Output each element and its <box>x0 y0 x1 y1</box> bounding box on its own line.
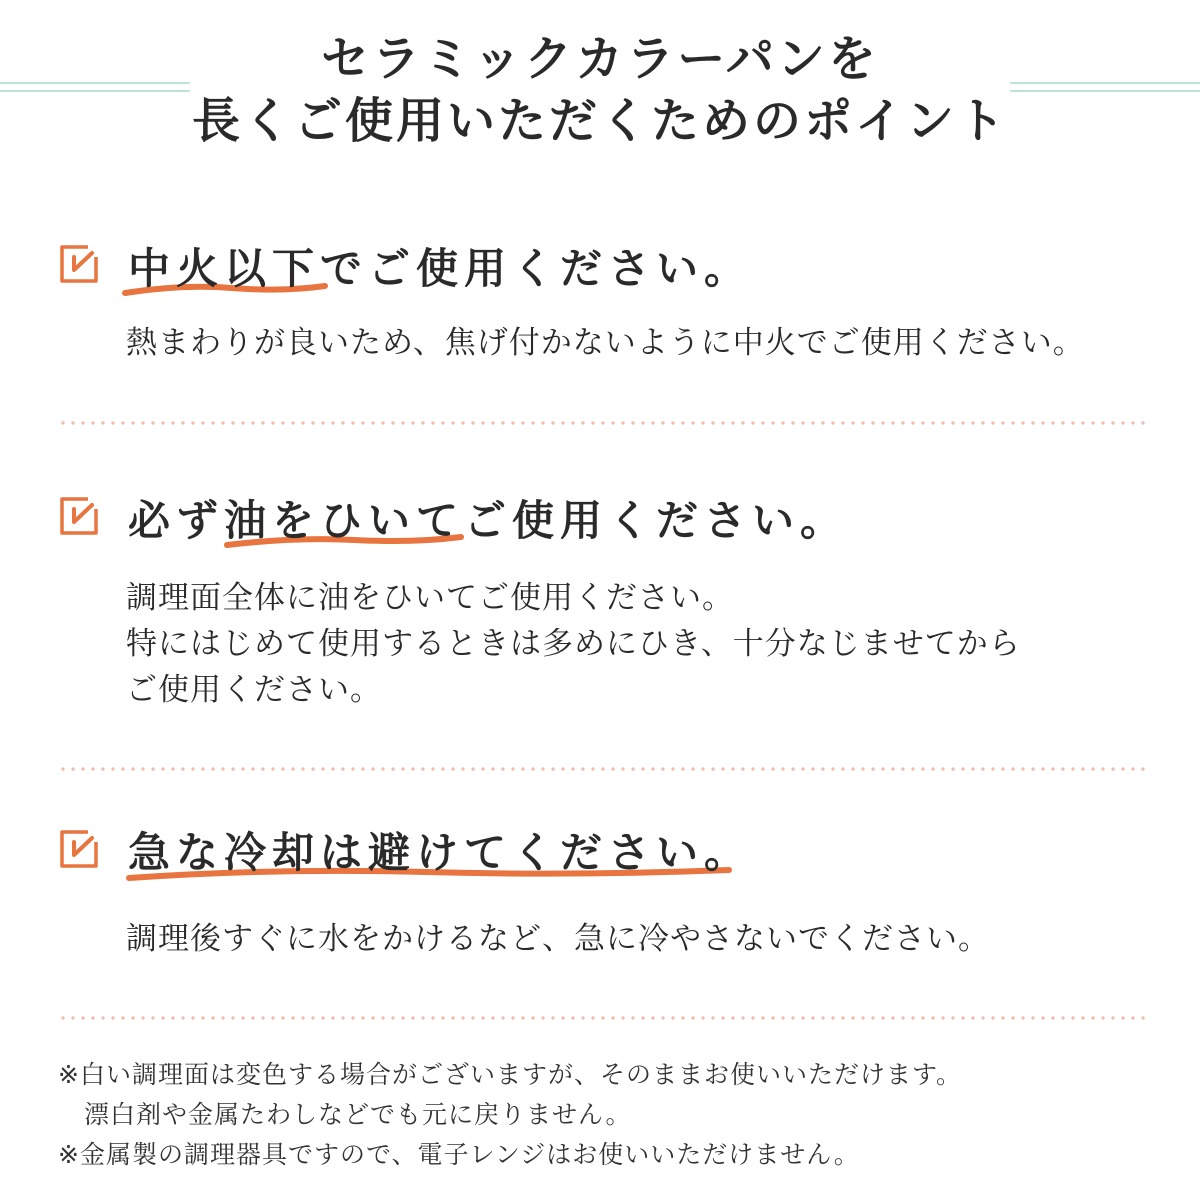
dotted-divider <box>58 1016 1148 1020</box>
checkbox-icon <box>58 243 100 285</box>
footnotes <box>58 1055 962 1175</box>
checkbox-icon <box>58 495 100 537</box>
title-line-1: セラミックカラーパンを <box>321 31 879 87</box>
point-heading: 必ず油をひいてご使用ください。 <box>128 496 849 545</box>
note-line: 漂白剤や金属たわしなどでも元に戻りません。 <box>84 1100 632 1129</box>
point-body-line: 熱まわりが良いため、焦げ付かないように中火でご使用ください。 <box>126 325 1085 361</box>
title-line-2: 長くご使用いただくためのポイント <box>191 93 1008 149</box>
checkbox-icon <box>58 828 100 870</box>
point-body-line: ご使用ください。 <box>126 672 382 708</box>
dotted-divider <box>58 767 1148 771</box>
page-title <box>0 28 1200 152</box>
point-body-line: 調理後すぐに水をかけるなど、急に冷やさないでください。 <box>126 921 990 957</box>
point-heading: 急な冷却は避けてください。 <box>128 828 753 877</box>
note-line: ※白い調理面は変色する場合がございますが、そのままお使いいただけます。 <box>58 1060 962 1089</box>
dotted-divider <box>58 421 1148 425</box>
point-body-line: 特にはじめて使用するときは多めにひき、十分なじませてから <box>126 626 1021 662</box>
note-line: ※金属製の調理器具ですので、電子レンジはお使いいただけません。 <box>58 1140 860 1169</box>
point-body-line: 調理面全体に油をひいてご使用ください。 <box>126 580 734 616</box>
point-heading: 中火以下でご使用ください。 <box>128 244 753 293</box>
